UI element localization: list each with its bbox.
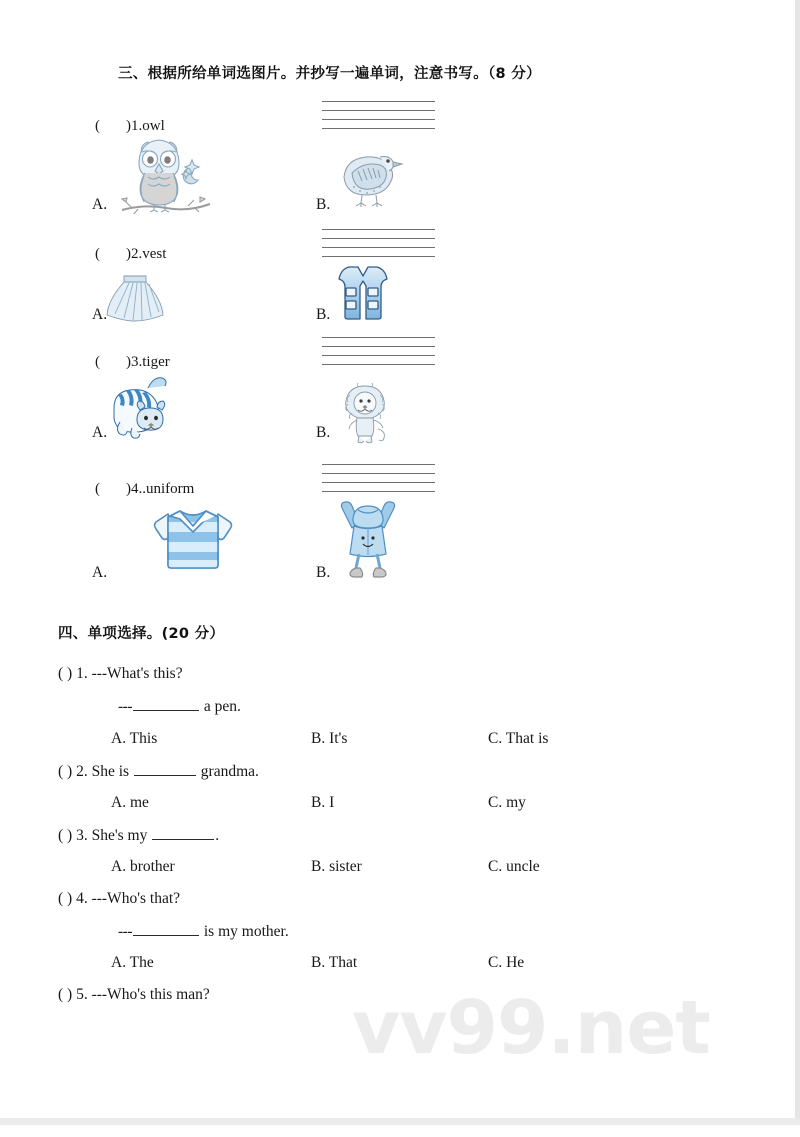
option-a-letter-2: A. <box>92 306 108 323</box>
answer-paren-open: ( <box>95 354 100 370</box>
option-c[interactable]: C. my <box>488 794 526 811</box>
question-4-2-stem <box>58 762 259 781</box>
option-b-letter-3: B. <box>316 424 331 441</box>
question-word: 2.vest <box>131 246 167 262</box>
option-b[interactable]: B. I <box>311 794 335 811</box>
question-3-3-label <box>95 354 170 371</box>
option-c[interactable]: C. uncle <box>488 858 540 875</box>
question-4-5-stem: ( ) 5. ---Who's this man? <box>58 986 210 1003</box>
site-watermark: vv99.net <box>352 985 710 1071</box>
option-a[interactable]: A. This <box>111 730 158 747</box>
vest-picture[interactable] <box>332 264 394 322</box>
option-a[interactable]: A. The <box>111 954 154 971</box>
option-a[interactable]: A. brother <box>111 858 175 875</box>
section-3-heading: 三、根据所给单词选图片。并抄写一遍单词，注意书写。（8 分） <box>118 66 541 82</box>
stem-after: grandma. <box>196 763 259 781</box>
writing-lines-3 <box>322 337 435 365</box>
lion-picture[interactable] <box>338 383 392 445</box>
answer-blank[interactable] <box>133 697 199 711</box>
writing-lines-2 <box>322 229 435 257</box>
option-b[interactable]: B. It's <box>311 730 348 747</box>
option-b-letter-1: B. <box>316 196 331 213</box>
answer-paren-open: ( <box>95 481 100 497</box>
question-4-4-stem: ( ) 4. ---Who's that? <box>58 890 181 907</box>
page-right-edge <box>795 0 800 1118</box>
question-4-1-subline <box>118 697 241 716</box>
tiger-picture[interactable] <box>104 374 182 440</box>
option-a-letter-1: A. <box>92 196 108 213</box>
answer-paren-close: ) <box>126 481 131 497</box>
question-4-4-subline <box>118 922 289 941</box>
page-below-gap <box>0 1125 800 1137</box>
question-3-4-label <box>95 481 194 498</box>
owl-picture[interactable] <box>118 132 214 214</box>
question-word: 4..uniform <box>131 481 195 497</box>
answer-paren-open: ( <box>95 118 100 134</box>
option-c[interactable]: C. That is <box>488 730 549 747</box>
sub-after: a pen. <box>200 698 241 716</box>
option-b-letter-2: B. <box>316 306 331 323</box>
answer-paren-open: ( <box>95 246 100 262</box>
question-word: 1.owl <box>131 118 165 134</box>
answer-blank[interactable] <box>152 826 214 840</box>
answer-paren-close: ) <box>126 354 131 370</box>
option-b[interactable]: B. That <box>311 954 358 971</box>
stem-after: . <box>215 827 220 845</box>
option-a-letter-4: A. <box>92 564 108 581</box>
answer-paren-close: ) <box>126 246 131 262</box>
question-4-3-stem <box>58 826 219 845</box>
option-b-letter-4: B. <box>316 564 331 581</box>
option-c[interactable]: C. He <box>488 954 525 971</box>
dash-prefix: --- <box>118 698 132 716</box>
writing-lines-1 <box>322 101 435 129</box>
answer-paren-close: ) <box>126 118 131 134</box>
stem-before: ( ) 3. She's my <box>58 827 152 845</box>
question-word: 3.tiger <box>131 354 170 370</box>
option-a-letter-3: A. <box>92 424 108 441</box>
jacket-mascot-picture[interactable] <box>332 496 404 580</box>
question-4-1-stem: ( ) 1. ---What's this? <box>58 665 183 682</box>
answer-blank[interactable] <box>134 762 196 776</box>
option-b[interactable]: B. sister <box>311 858 362 875</box>
polo-shirt-picture[interactable] <box>148 502 238 574</box>
stem-before: ( ) 2. She is <box>58 763 133 781</box>
section-4-heading: 四、单项选择。(20 分） <box>58 626 225 642</box>
writing-lines-4 <box>322 464 435 492</box>
option-a[interactable]: A. me <box>111 794 149 811</box>
dash-prefix: --- <box>118 923 132 941</box>
sub-after: is my mother. <box>200 923 289 941</box>
question-3-2-label <box>95 246 166 263</box>
answer-blank[interactable] <box>133 922 199 936</box>
bird-picture[interactable] <box>336 145 406 209</box>
skirt-picture[interactable] <box>104 272 166 322</box>
page-bottom-edge <box>0 1118 800 1125</box>
